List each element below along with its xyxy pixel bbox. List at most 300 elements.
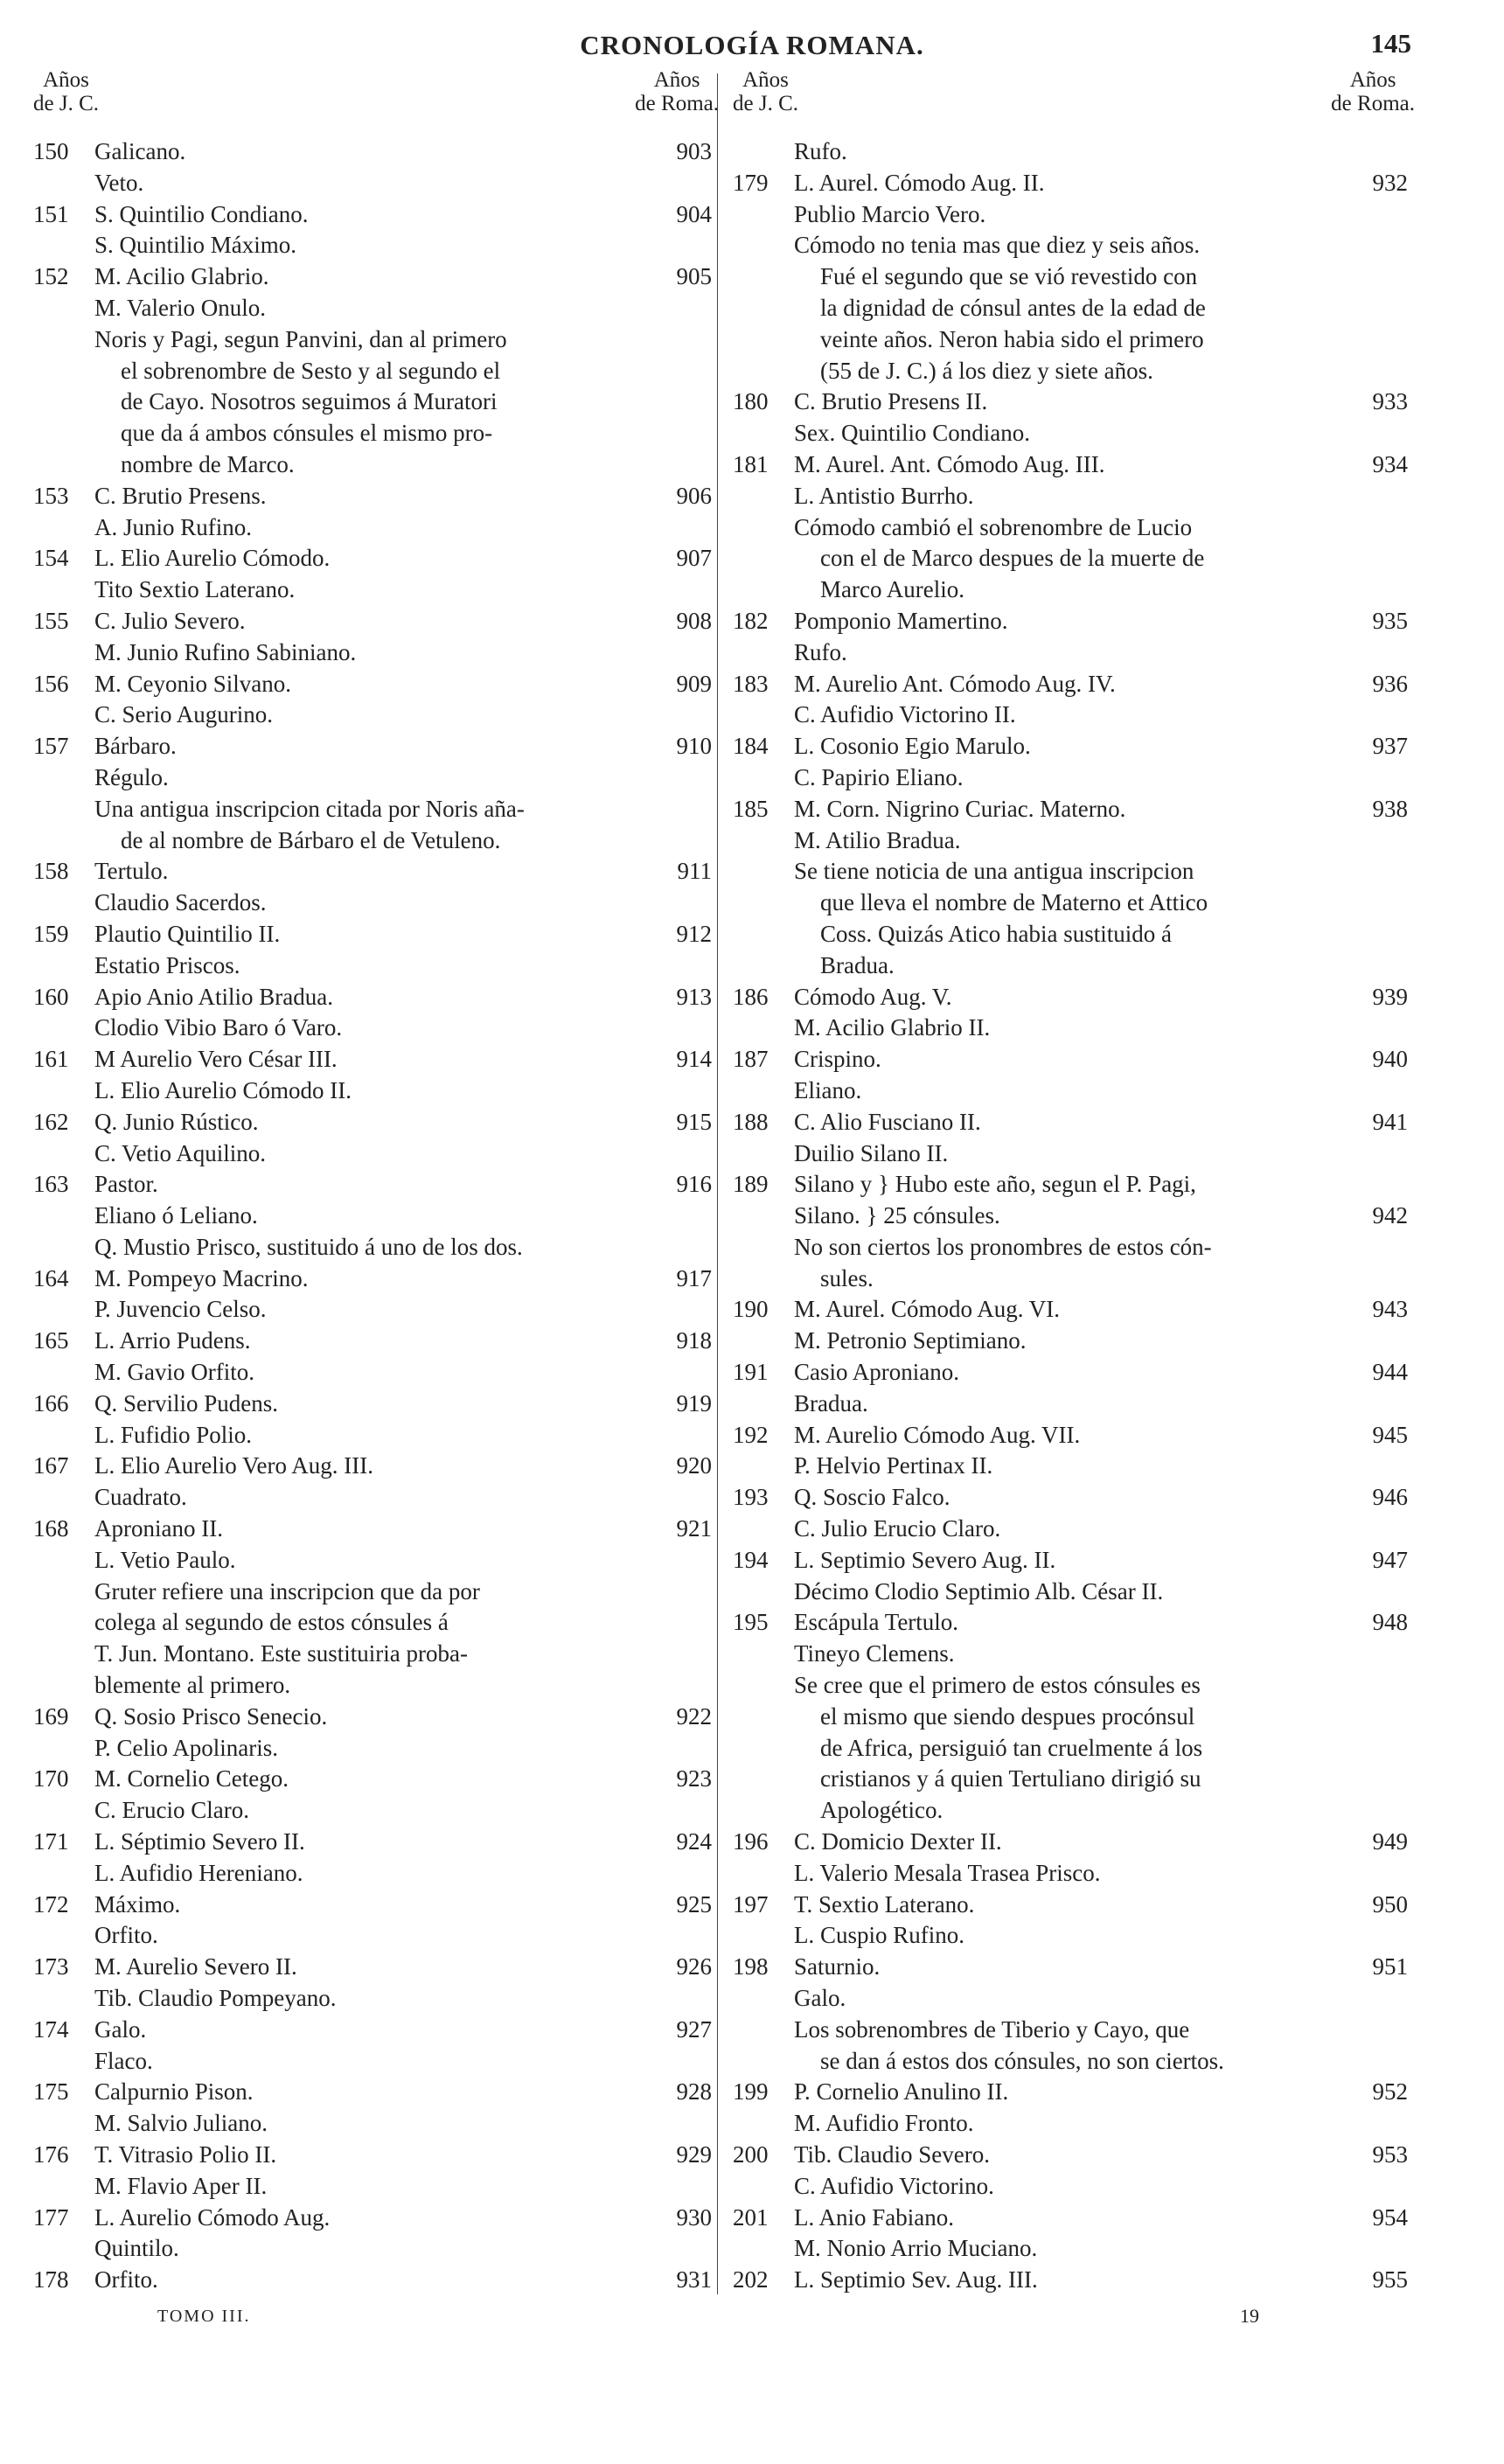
entry-text: T. Sextio Laterano. — [794, 1890, 975, 1918]
entry-text: M. Atilio Bradua. — [794, 826, 961, 853]
entry-line — [733, 261, 1408, 293]
entry-text: Clodio Vibio Baro ó Varo. — [94, 1014, 343, 1041]
year-roma: 944 — [1372, 1359, 1408, 1386]
entry-text: M. Corn. Nigrino Curiac. Materno. — [794, 795, 1126, 822]
year-ad: 177 — [33, 2203, 69, 2231]
year-ad: 176 — [33, 2141, 69, 2168]
year-ad: 156 — [33, 670, 69, 697]
entry-text: Q. Sosio Prisco Senecio. — [94, 1702, 328, 1730]
entry-line — [33, 2265, 712, 2296]
year-ad: 180 — [733, 388, 769, 415]
year-roma: 909 — [676, 670, 712, 697]
entry-text: Silano y } Hubo este año, segun el P. Pagi, — [794, 1171, 1196, 1198]
year-roma: 927 — [676, 2015, 712, 2043]
entry-line — [733, 449, 1408, 481]
entry-text: Saturnio. — [794, 1953, 881, 1980]
year-roma: 935 — [1372, 607, 1408, 634]
entry-text: Flaco. — [94, 2047, 153, 2074]
year-ad: 197 — [733, 1890, 769, 1918]
entry-text: Eliano. — [794, 1076, 862, 1103]
year-roma: 919 — [676, 1389, 712, 1416]
entry-line — [33, 637, 712, 669]
right-column-entries — [733, 136, 1408, 2296]
year-roma: 939 — [1372, 983, 1408, 1010]
entry-text: Pastor. — [94, 1171, 158, 1198]
entry-text: L. Cosonio Egio Marulo. — [794, 733, 1031, 760]
entry-line — [733, 1607, 1408, 1639]
entry-line — [733, 1983, 1408, 2015]
entry-line — [733, 731, 1408, 762]
entry-line — [733, 2203, 1408, 2234]
year-ad: 202 — [733, 2266, 769, 2293]
header-years-jc-line2: de J. C. — [733, 92, 798, 115]
year-roma: 928 — [676, 2078, 712, 2106]
year-ad: 174 — [33, 2015, 69, 2043]
year-roma: 941 — [1372, 1108, 1408, 1135]
header-years-jc — [733, 68, 798, 115]
entry-text: Duilio Silano II. — [794, 1139, 949, 1166]
year-ad: 171 — [33, 1828, 69, 1855]
entry-line — [33, 2233, 712, 2265]
entry-text: de al nombre de Bárbaro el de Vetuleno. — [121, 826, 501, 853]
entry-line — [33, 1389, 712, 1420]
year-ad: 200 — [733, 2141, 769, 2168]
entry-text: L. Aufidio Hereniano. — [94, 1859, 303, 1886]
entry-text: T. Vitrasio Polio II. — [94, 2141, 277, 2168]
year-roma: 908 — [676, 607, 712, 634]
entry-text: Cómodo cambió el sobrenombre de Lucio — [794, 513, 1193, 540]
entry-text: Calpurnio Pison. — [94, 2078, 254, 2106]
entry-text: L. Aurelio Cómodo Aug. — [94, 2203, 331, 2231]
entry-line — [733, 230, 1408, 261]
year-ad: 201 — [733, 2203, 769, 2231]
entry-text: C. Brutio Presens II. — [794, 388, 988, 415]
entry-text: Aproniano II. — [94, 1515, 223, 1542]
entry-line — [33, 1639, 712, 1670]
entry-line — [733, 2108, 1408, 2140]
entry-line — [33, 1451, 712, 1482]
entry-text: A. Junio Rufino. — [94, 513, 253, 540]
year-ad: 193 — [733, 1484, 769, 1511]
year-roma: 923 — [676, 1765, 712, 1792]
entry-line — [733, 700, 1408, 731]
entry-line — [733, 1294, 1408, 1326]
entry-line — [733, 386, 1408, 418]
year-ad: 194 — [733, 1546, 769, 1573]
entry-text: Máximo. — [94, 1890, 181, 1918]
entry-line — [33, 2140, 712, 2171]
entry-text: Cómodo Aug. V. — [794, 983, 952, 1010]
entry-line — [33, 950, 712, 982]
entry-line — [733, 543, 1408, 574]
entry-line — [33, 1013, 712, 1044]
entry-line — [33, 574, 712, 606]
entry-line — [33, 1232, 712, 1263]
entry-line — [733, 1482, 1408, 1514]
entry-line — [733, 1232, 1408, 1263]
entry-text: el sobrenombre de Sesto y al segundo el — [121, 357, 501, 384]
entry-text: L. Cuspio Rufino. — [794, 1922, 965, 1949]
entry-text: Estatio Priscos. — [94, 951, 240, 978]
entry-text: veinte años. Neron habia sido el primero — [820, 325, 1204, 352]
entry-text: Apologético. — [820, 1797, 943, 1824]
header-years-jc-line1: Años — [742, 68, 789, 92]
entry-text: C. Papirio Eliano. — [794, 763, 964, 790]
year-roma: 918 — [676, 1327, 712, 1354]
entry-text: Orfito. — [94, 1922, 158, 1949]
entry-text: L. Vetio Paulo. — [94, 1546, 236, 1573]
entry-line — [33, 1920, 712, 1952]
year-ad: 158 — [33, 858, 69, 885]
entry-line — [33, 982, 712, 1013]
entry-line — [733, 1577, 1408, 1608]
entry-text: M. Pompeyo Macrino. — [94, 1264, 309, 1291]
entry-text: Sex. Quintilio Condiano. — [794, 420, 1030, 447]
entry-line — [733, 669, 1408, 700]
entry-line — [733, 762, 1408, 794]
entry-line — [733, 136, 1408, 168]
page-title: CRONOLOGÍA ROMANA. — [580, 30, 924, 60]
entry-line — [733, 1733, 1408, 1764]
entry-line — [33, 794, 712, 825]
entry-line — [733, 2171, 1408, 2203]
page-number: 145 — [1370, 28, 1411, 59]
entry-text: Publio Marcio Vero. — [794, 200, 986, 227]
entry-line — [33, 1795, 712, 1827]
entry-text: M Aurelio Vero César III. — [94, 1046, 338, 1073]
entry-text: Q. Soscio Falco. — [794, 1484, 950, 1511]
entry-line — [733, 2265, 1408, 2296]
entry-text: Bárbaro. — [94, 733, 177, 760]
year-ad: 163 — [33, 1171, 69, 1198]
year-ad: 157 — [33, 733, 69, 760]
year-roma: 913 — [676, 983, 712, 1010]
entry-line — [733, 1514, 1408, 1545]
year-ad: 191 — [733, 1359, 769, 1386]
entry-text: Tib. Claudio Severo. — [794, 2141, 991, 2168]
entry-line — [33, 762, 712, 794]
entry-text: L. Arrio Pudens. — [94, 1327, 251, 1354]
entry-line — [33, 669, 712, 700]
year-ad: 178 — [33, 2266, 69, 2293]
entry-text: P. Celio Apolinaris. — [94, 1734, 279, 1761]
entry-text: Quintilo. — [94, 2235, 179, 2262]
entry-text: M. Aurel. Ant. Cómodo Aug. III. — [794, 450, 1105, 477]
year-ad: 164 — [33, 1264, 69, 1291]
year-ad: 166 — [33, 1389, 69, 1416]
entry-text: L. Anio Fabiano. — [794, 2203, 954, 2231]
year-roma: 924 — [676, 1828, 712, 1855]
entry-line — [33, 1107, 712, 1138]
year-roma: 911 — [677, 858, 712, 885]
year-roma: 953 — [1372, 2141, 1408, 2168]
entry-line — [733, 1639, 1408, 1670]
entry-text: Coss. Quizás Atico habia sustituido á — [820, 920, 1172, 947]
entry-text: L. Antistio Burrho. — [794, 482, 974, 509]
entry-text: se dan á estos dos cónsules, no son ciertos. — [820, 2047, 1224, 2074]
year-roma: 917 — [676, 1264, 712, 1291]
entry-line — [733, 1044, 1408, 1075]
entry-text: Tertulo. — [94, 858, 169, 885]
year-roma: 910 — [676, 733, 712, 760]
volume-label: TOMO III. — [157, 2307, 251, 2326]
year-ad: 172 — [33, 1890, 69, 1918]
entry-text: M. Petronio Septimiano. — [794, 1327, 1027, 1354]
entry-text: M. Aurelio Ant. Cómodo Aug. IV. — [794, 670, 1116, 697]
entry-text: M. Acilio Glabrio. — [94, 263, 269, 290]
year-ad: 154 — [33, 545, 69, 572]
entry-text: Escápula Tertulo. — [794, 1609, 959, 1636]
entry-text: L. Fufidio Polio. — [94, 1421, 253, 1448]
entry-line — [33, 2015, 712, 2046]
year-roma: 955 — [1372, 2266, 1408, 2293]
entry-line — [733, 887, 1408, 919]
entry-text: P. Cornelio Anulino II. — [794, 2078, 1009, 2106]
entry-line — [33, 1577, 712, 1608]
year-roma: 945 — [1372, 1421, 1408, 1448]
entry-text: No son ciertos los pronombres de estos cón- — [794, 1233, 1212, 1260]
entry-line — [733, 1795, 1408, 1827]
entry-line — [733, 856, 1408, 887]
year-ad: 185 — [733, 795, 769, 822]
entry-line — [733, 574, 1408, 606]
entry-text: Pomponio Mamertino. — [794, 607, 1008, 634]
header-years-roma — [635, 68, 719, 115]
entry-line — [33, 1952, 712, 1983]
year-ad: 195 — [733, 1609, 769, 1636]
year-ad: 159 — [33, 920, 69, 947]
year-roma: 949 — [1372, 1828, 1408, 1855]
year-roma: 954 — [1372, 2203, 1408, 2231]
entry-line — [733, 1107, 1408, 1138]
year-ad: 181 — [733, 450, 769, 477]
entry-text: L. Elio Aurelio Cómodo. — [94, 545, 331, 572]
year-roma: 946 — [1372, 1484, 1408, 1511]
entry-line — [33, 1294, 712, 1326]
entry-line — [33, 1983, 712, 2015]
entry-line — [733, 1201, 1408, 1232]
entry-line — [33, 356, 712, 387]
entry-text: Eliano ó Leliano. — [94, 1202, 258, 1229]
entry-text: Orfito. — [94, 2266, 158, 2293]
entry-line — [33, 1169, 712, 1201]
year-ad: 155 — [33, 607, 69, 634]
entry-line — [33, 1890, 712, 1921]
entry-text: C. Alio Fusciano II. — [794, 1108, 981, 1135]
entry-line — [33, 919, 712, 950]
year-ad: 187 — [733, 1046, 769, 1073]
entry-line — [733, 199, 1408, 231]
year-roma: 921 — [676, 1515, 712, 1542]
entry-text: Fué el segundo que se vió revestido con — [820, 263, 1198, 290]
entry-text: Casio Aproniano. — [794, 1359, 959, 1386]
entry-text: Apio Anio Atilio Bradua. — [94, 983, 333, 1010]
left-column-header — [33, 68, 719, 136]
entry-line — [733, 1952, 1408, 1983]
year-roma: 915 — [676, 1108, 712, 1135]
entry-text: P. Juvencio Celso. — [94, 1296, 267, 1323]
entry-line — [33, 700, 712, 731]
header-years-roma — [1331, 68, 1415, 115]
year-ad: 152 — [33, 263, 69, 290]
year-ad: 198 — [733, 1953, 769, 1980]
year-roma: 916 — [676, 1171, 712, 1198]
entry-text: de Cayo. Nosotros seguimos á Muratori — [121, 388, 498, 415]
entry-text: M. Flavio Aper II. — [94, 2172, 268, 2199]
column-divider — [717, 73, 718, 2294]
entry-text: Tineyo Clemens. — [794, 1640, 955, 1667]
entry-text: M. Acilio Glabrio II. — [794, 1014, 991, 1041]
entry-text: Q. Junio Rústico. — [94, 1108, 259, 1135]
year-roma: 907 — [676, 545, 712, 572]
entry-text: Rufo. — [794, 138, 847, 164]
entry-text: C. Domicio Dexter II. — [794, 1828, 1002, 1855]
entry-text: que da á ambos cónsules el mismo pro- — [121, 420, 493, 447]
entry-line — [733, 2015, 1408, 2046]
entry-line — [33, 230, 712, 261]
entry-text: de Africa, persiguió tan cruelmente á los — [820, 1734, 1203, 1761]
header-years-roma-line2: de Roma. — [1331, 92, 1415, 115]
entry-text: L. Aurel. Cómodo Aug. II. — [794, 169, 1045, 196]
entry-text: Plautio Quintilio II. — [94, 920, 281, 947]
entry-line — [733, 950, 1408, 982]
entry-text: P. Helvio Pertinax II. — [794, 1452, 993, 1479]
entry-text: (55 de J. C.) á los diez y siete años. — [820, 357, 1153, 384]
year-ad: 165 — [33, 1327, 69, 1354]
entry-line — [33, 1514, 712, 1545]
entry-line — [33, 825, 712, 857]
entry-line — [33, 1607, 712, 1639]
entry-line — [33, 1764, 712, 1795]
entry-text: sules. — [820, 1264, 874, 1291]
entry-line — [33, 199, 712, 231]
entry-line — [733, 1890, 1408, 1921]
entry-text: Galo. — [94, 2015, 147, 2043]
entry-text: Cuadrato. — [94, 1484, 187, 1511]
entry-text: Tib. Claudio Pompeyano. — [94, 1985, 337, 2012]
entry-line — [733, 1702, 1408, 1733]
left-column-entries — [33, 136, 712, 2296]
entry-line — [733, 919, 1408, 950]
entry-text: C. Erucio Claro. — [94, 1797, 249, 1824]
entry-line — [733, 825, 1408, 857]
year-roma: 942 — [1372, 1202, 1408, 1229]
entry-text: M. Nonio Arrio Muciano. — [794, 2235, 1038, 2262]
entry-text: Régulo. — [94, 763, 169, 790]
entry-text: L. Elio Aurelio Vero Aug. III. — [94, 1452, 373, 1479]
entry-text: Q. Servilio Pudens. — [94, 1389, 279, 1416]
year-ad: 196 — [733, 1828, 769, 1855]
year-ad: 170 — [33, 1765, 69, 1792]
year-roma: 937 — [1372, 733, 1408, 760]
entry-line — [733, 481, 1408, 512]
entry-text: Noris y Pagi, segun Panvini, dan al primero — [94, 325, 507, 352]
year-roma: 931 — [676, 2266, 712, 2293]
entry-text: Se cree que el primero de estos cónsules es — [794, 1672, 1201, 1699]
entry-line — [33, 887, 712, 919]
entry-text: Los sobrenombres de Tiberio y Cayo, que — [794, 2015, 1190, 2043]
year-ad: 151 — [33, 200, 69, 227]
entry-text: L. Elio Aurelio Cómodo II. — [94, 1076, 352, 1103]
entry-line — [33, 1670, 712, 1702]
entry-line — [733, 1920, 1408, 1952]
entry-line — [733, 2140, 1408, 2171]
entry-line — [33, 168, 712, 199]
entry-line — [33, 324, 712, 356]
entry-line — [33, 2171, 712, 2203]
entry-line — [733, 324, 1408, 356]
entry-line — [733, 512, 1408, 544]
entry-text: Bradua. — [820, 951, 895, 978]
entry-line — [733, 1263, 1408, 1295]
entry-line — [33, 418, 712, 449]
entry-line — [33, 136, 712, 168]
year-roma: 925 — [676, 1890, 712, 1918]
entry-text: blemente al primero. — [94, 1672, 291, 1699]
entry-line — [33, 731, 712, 762]
entry-text: Veto. — [94, 169, 144, 196]
entry-line — [733, 1764, 1408, 1795]
year-ad: 168 — [33, 1515, 69, 1542]
entry-line — [33, 543, 712, 574]
entry-line — [733, 982, 1408, 1013]
entry-text: C. Julio Erucio Claro. — [794, 1515, 1001, 1542]
entry-text: M. Aurelio Severo II. — [94, 1953, 297, 1980]
entry-text: nombre de Marco. — [121, 450, 295, 477]
entry-line — [733, 606, 1408, 637]
header-years-jc-line1: Años — [43, 68, 89, 92]
entry-text: con el de Marco despues de la muerte de — [820, 545, 1205, 572]
entry-text: Galo. — [794, 1985, 846, 2012]
entry-text: C. Vetio Aquilino. — [94, 1139, 267, 1166]
entry-text: L. Séptimio Severo II. — [94, 1828, 305, 1855]
entry-text: Se tiene noticia de una antigua inscripcion — [794, 858, 1194, 885]
year-ad: 173 — [33, 1953, 69, 1980]
entry-text: Décimo Clodio Septimio Alb. César II. — [794, 1577, 1164, 1604]
entry-line — [733, 293, 1408, 324]
year-ad: 192 — [733, 1421, 769, 1448]
entry-line — [733, 168, 1408, 199]
entry-line — [33, 1201, 712, 1232]
entry-line — [733, 1169, 1408, 1201]
entry-line — [733, 1389, 1408, 1420]
header-years-roma-line1: Años — [653, 68, 700, 92]
year-ad: 190 — [733, 1296, 769, 1323]
year-roma: 929 — [676, 2141, 712, 2168]
year-ad: 160 — [33, 983, 69, 1010]
entry-line — [733, 2046, 1408, 2078]
year-roma: 943 — [1372, 1296, 1408, 1323]
entry-line — [33, 512, 712, 544]
entry-text: Q. Mustio Prisco, sustituido á uno de los dos. — [94, 1233, 523, 1260]
entry-line — [33, 1733, 712, 1764]
entry-text: C. Aufidio Victorino II. — [794, 701, 1016, 728]
entry-line — [733, 1075, 1408, 1107]
entry-line — [733, 1451, 1408, 1482]
entry-text: Tito Sextio Laterano. — [94, 576, 296, 603]
entry-text: C. Julio Severo. — [94, 607, 246, 634]
year-roma: 948 — [1372, 1609, 1408, 1636]
year-ad: 179 — [733, 169, 769, 196]
year-roma: 933 — [1372, 388, 1408, 415]
year-roma: 932 — [1372, 169, 1408, 196]
entry-text: S. Quintilio Máximo. — [94, 232, 297, 259]
entry-line — [733, 1138, 1408, 1170]
year-roma: 914 — [676, 1046, 712, 1073]
year-roma: 930 — [676, 2203, 712, 2231]
signature-mark: 19 — [1240, 2305, 1259, 2327]
entry-line — [33, 293, 712, 324]
